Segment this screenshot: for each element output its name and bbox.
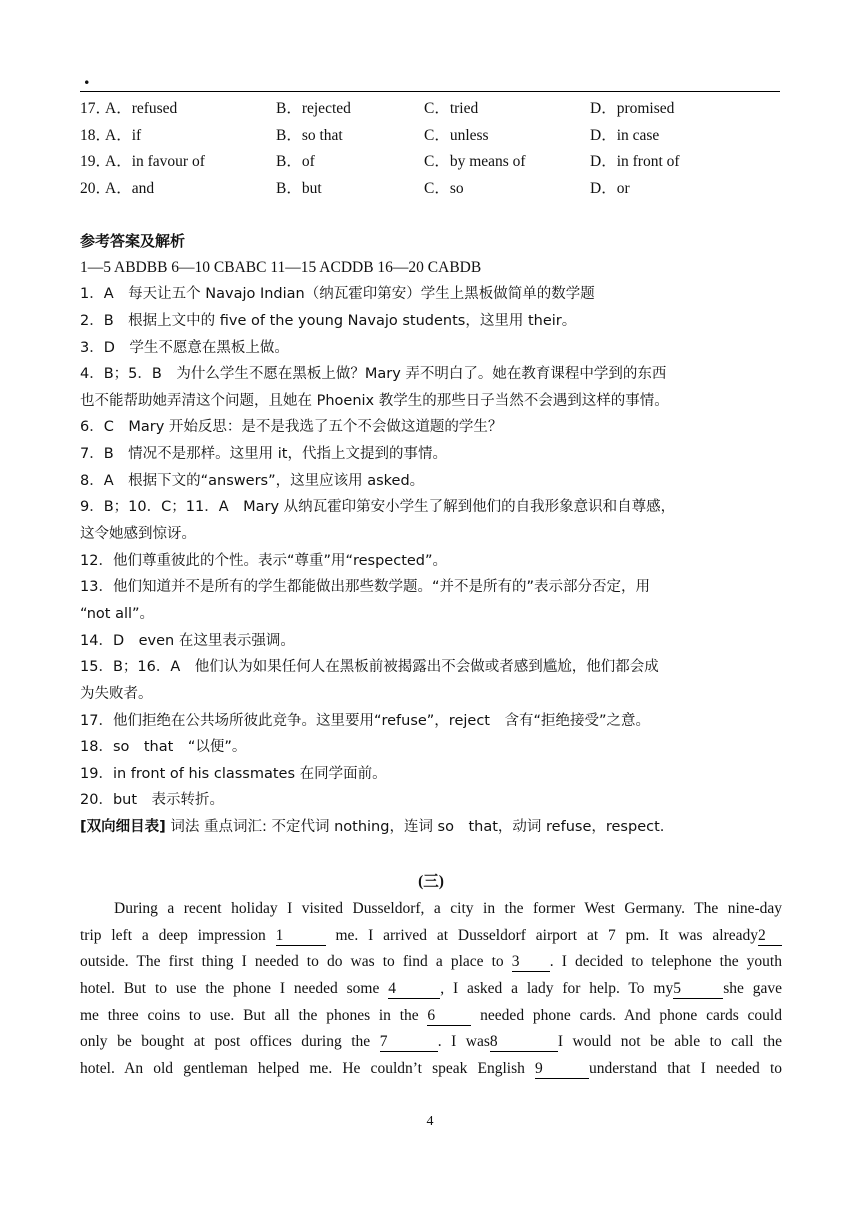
blank-1: 1 [276,927,326,946]
question-number: 18． [80,126,112,144]
header-mark: . [84,64,90,89]
explanation-line: 为失败者。 [80,685,153,702]
question-number: 19． [80,153,112,171]
option-b: B．rejected [276,100,351,117]
passage-line: outside. The first thing I needed to do was to find a place to 3 . I decided to telephone the youth [80,953,782,971]
passage-line: only be bought at post offices during the 7 . I was8 I would not be able to call the [80,1033,782,1051]
options-block [80,96,780,203]
explanation-line: 7．B 情况不是那样。这里用 it，代指上文提到的事情。 [80,446,447,463]
explanation-line: 9．B；10．C；11．A Mary 从纳瓦霍印第安小学生了解到他们的自我形象意识和自尊感， [80,499,676,516]
header-rule [80,91,780,92]
option-row-17 [80,96,780,123]
passage-line: trip left a deep impression 1 me. I arrived at Dusseldorf airport at 7 pm. It was already2 [80,923,782,950]
explanation-line: 这令她感到惊讶。 [80,526,196,543]
option-c: C．unless [424,126,489,144]
blank-4: 4 [388,980,440,999]
explanation-line: 2．B 根据上文中的 five of the young Navajo students，这里用 their。 [80,312,577,329]
explanation-line: 1．A 每天让五个 Navajo Indian（纳瓦霍印第安）学生上黑板做简单的数学题 [80,286,595,303]
option-d: D．promised [590,100,675,117]
explanation-line: 12．他们尊重彼此的个性。表示“尊重”用“respected”。 [80,552,448,569]
explanation-line: 17．他们拒绝在公共场所彼此竞争。这里要用“refuse”，reject 含有“拒绝接受”之意。 [80,712,651,729]
explanation-line: 14．D even 在这里表示强调。 [80,632,295,649]
question-number: 17． [80,100,112,117]
option-a: A．and [105,180,155,198]
blank-7: 7 [380,1033,438,1052]
section-title: (三) [418,873,444,890]
option-d: D．in front of [590,153,680,171]
blank-5: 5 [673,980,723,999]
option-d: D．or [590,180,630,198]
detail-table-line [80,814,782,841]
explanation-line: 18．so that “以便”。 [80,739,247,756]
explanation-line: 4．B；5．B 为什么学生不愿在黑板上做？Mary 弄不明白了。她在教育课程中学到的东西 [80,366,667,383]
option-b: B．so that [276,126,343,144]
option-row-19 [80,149,780,176]
option-c: C．tried [424,100,479,117]
explanation-line: 20．but 表示转折。 [80,792,225,809]
option-row-20 [80,176,780,203]
option-c: C．by means of [424,153,526,171]
option-a: A．if [105,126,142,144]
option-a: A．refused [105,100,178,117]
question-number: 20． [80,180,112,198]
passage-line: During a recent holiday I visited Dusseldorf, a city in the former West Germany. The nine-day [114,900,782,917]
blank-3: 3 [512,953,550,972]
page-number: 4 [426,1114,434,1129]
answers-title: 参考答案及解析 [80,232,186,250]
passage-line: hotel. But to use the phone I needed some 4 , I asked a lady for help. To my5 she gave [80,980,782,998]
blank-2: 2 [758,927,782,946]
explanation-line: “not all”。 [80,605,155,622]
blank-6: 6 [427,1007,471,1026]
passage-line: me three coins to use. But all the phones in the 6 needed phone cards. And phone cards could [80,1006,782,1024]
explanation-line: 19．in front of his classmates 在同学面前。 [80,765,387,782]
explanation-line: 6．C Mary 开始反思：是不是我选了五个不会做这道题的学生？ [80,419,503,436]
explanation-line: 3．D 学生不愿意在黑板上做。 [80,339,289,356]
passage-line: hotel. An old gentleman helped me. He couldn’t speak English 9 understand that I needed to [80,1060,782,1078]
option-b: B．of [276,153,315,171]
cloze-passage [80,896,782,1083]
answer-key: 1—5 ABDBB 6—10 CBABC 11—15 ACDDB 16—20 CABDB [80,258,482,276]
option-b: B．but [276,180,322,198]
answers-section [80,228,782,841]
explanation-line: 13．他们知道并不是所有的学生都能做出那些数学题。“并不是所有的”表示部分否定，用 [80,579,650,596]
blank-9: 9 [535,1060,589,1079]
option-d: D．in case [590,126,660,144]
blank-8: 8 [490,1033,558,1052]
option-a: A．in favour of [105,153,205,171]
option-row-18 [80,123,780,150]
explanation-line: 15．B；16．A 他们认为如果任何人在黑板前被揭露出不会做或者感到尴尬，他们都会成 [80,659,659,676]
option-c: C．so [424,180,464,198]
explanation-line: 也不能帮助她弄清这个问题，且她在 Phoenix 教学生的那些日子当然不会遇到这样的事情。 [80,392,669,409]
explanation-line: 8．A 根据下文的“answers”，这里应该用 asked。 [80,472,425,489]
detail-table-label: [双向细目表] [80,819,166,836]
detail-table-text: 词法 重点词汇: 不定代词 nothing，连词 so that，动词 refuse，respect. [165,819,665,836]
